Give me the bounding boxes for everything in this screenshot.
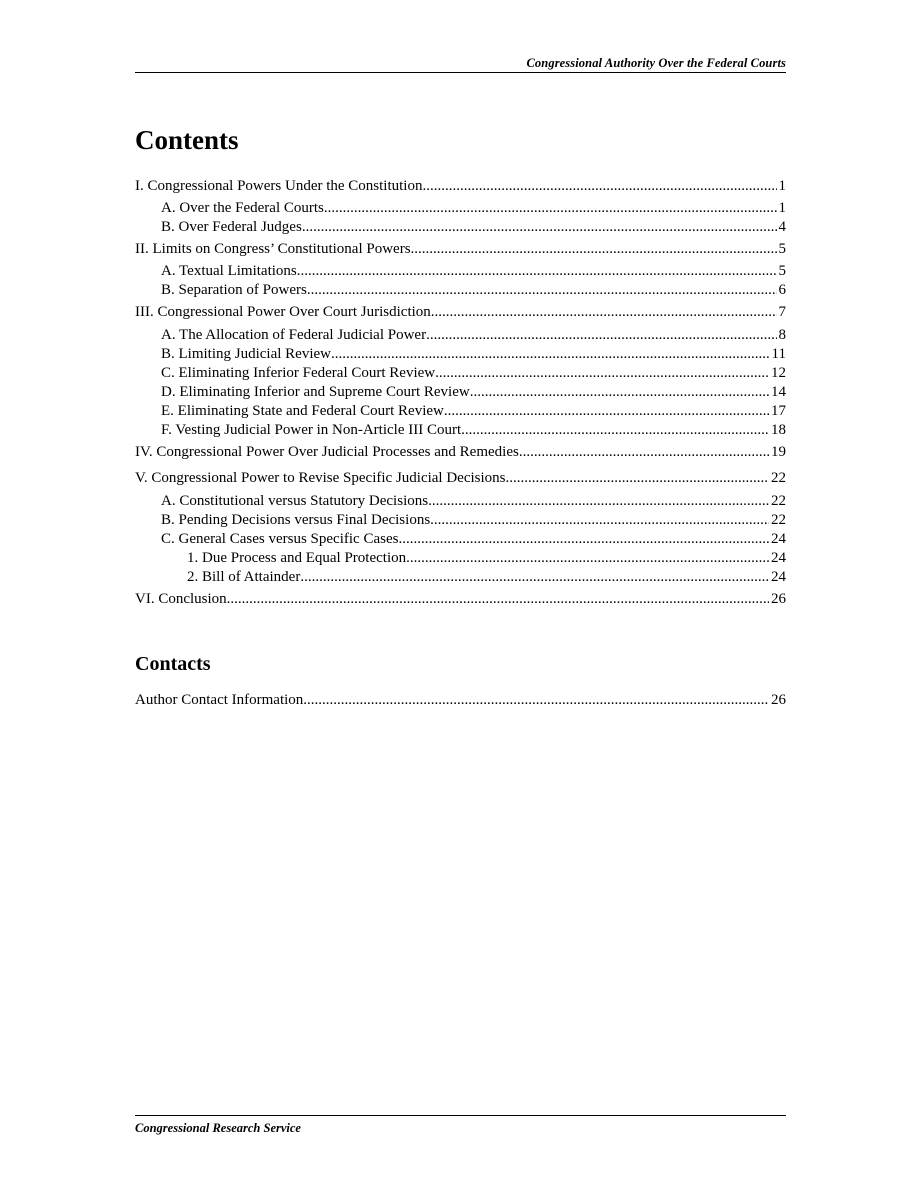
toc-entry-label: B. Over Federal Judges: [161, 219, 302, 235]
running-footer: Congressional Research Service: [135, 1121, 301, 1135]
toc-page-number: 24: [771, 550, 786, 566]
toc-entry-label: 1. Due Process and Equal Protection: [187, 550, 407, 566]
toc-dot-leader: [444, 402, 769, 421]
toc-entry[interactable]: [135, 691, 786, 710]
toc-dot-leader: [428, 492, 769, 511]
toc-dot-leader: [430, 511, 769, 530]
footer-rule: [135, 1115, 786, 1116]
toc-dot-leader: [303, 691, 769, 710]
toc-entry-label: D. Eliminating Inferior and Supreme Court Review: [161, 384, 470, 400]
toc-entry[interactable]: [135, 530, 786, 549]
toc-entry[interactable]: [135, 262, 786, 281]
toc-page-number: 19: [771, 444, 786, 460]
toc-page-number: 8: [778, 327, 786, 343]
toc-entry-label: B. Limiting Judicial Review: [161, 346, 331, 362]
toc-page-number: 5: [778, 263, 786, 279]
toc-page-number: 5: [778, 241, 786, 257]
toc-entry[interactable]: [135, 469, 786, 488]
toc-entry-label: VI. Conclusion: [135, 591, 227, 607]
toc-page-number: 22: [771, 512, 786, 528]
toc-entry-label: III. Congressional Power Over Court Jurisdiction: [135, 304, 431, 320]
toc-entry[interactable]: [135, 303, 786, 322]
toc-entry-label: A. The Allocation of Federal Judicial Power: [161, 327, 427, 343]
toc-entry-label: A. Constitutional versus Statutory Decisions: [161, 493, 429, 509]
toc-entry[interactable]: [135, 240, 786, 259]
toc-dot-leader: [411, 240, 777, 259]
toc-dot-leader: [331, 345, 770, 364]
toc-entry-label: B. Pending Decisions versus Final Decisions: [161, 512, 431, 528]
toc-page-number: 14: [771, 384, 786, 400]
toc-page-number: 1: [778, 200, 786, 216]
toc-entry-label: A. Textual Limitations: [161, 263, 297, 279]
toc-dot-leader: [519, 443, 769, 462]
toc-dot-leader: [422, 177, 776, 196]
toc-entry-label: A. Over the Federal Courts: [161, 200, 324, 216]
toc-entry-label: IV. Congressional Power Over Judicial Processes and Remedies: [135, 444, 519, 460]
toc-page-number: 4: [778, 219, 786, 235]
toc-page-number: 26: [771, 692, 786, 708]
toc-dot-leader: [426, 326, 776, 345]
toc-dot-leader: [461, 421, 769, 440]
toc-dot-leader: [302, 218, 777, 237]
toc-dot-leader: [324, 199, 777, 218]
toc-entry[interactable]: [135, 511, 786, 530]
toc-entry[interactable]: [135, 281, 786, 300]
toc-page-number: 18: [771, 422, 786, 438]
toc-entry-label: 2. Bill of Attainder: [187, 569, 301, 585]
contacts-title: Contacts: [135, 653, 211, 675]
toc-entry[interactable]: [135, 326, 786, 345]
toc-entry[interactable]: [135, 199, 786, 218]
toc-dot-leader: [406, 549, 769, 568]
toc-dot-leader: [297, 262, 777, 281]
toc-entry-label: C. General Cases versus Specific Cases: [161, 531, 399, 547]
toc-page-number: 24: [771, 569, 786, 585]
toc-dot-leader: [506, 469, 769, 488]
toc-entry-label: C. Eliminating Inferior Federal Court Review: [161, 365, 436, 381]
toc-page-number: 22: [771, 470, 786, 486]
toc-entry[interactable]: [135, 492, 786, 511]
contents-title: Contents: [135, 125, 239, 155]
toc-dot-leader: [398, 530, 769, 549]
toc-dot-leader: [435, 364, 769, 383]
toc-dot-leader: [300, 568, 769, 587]
toc-entry-label: Author Contact Information: [135, 692, 304, 708]
toc-page-number: 22: [771, 493, 786, 509]
toc-entry[interactable]: [135, 364, 786, 383]
toc-entry[interactable]: [135, 383, 786, 402]
toc-entry[interactable]: [135, 568, 786, 587]
toc-entry[interactable]: [135, 177, 786, 196]
toc-page-number: 6: [778, 282, 786, 298]
toc-entry-label: E. Eliminating State and Federal Court Review: [161, 403, 444, 419]
toc-entry-label: II. Limits on Congress’ Constitutional Powers: [135, 241, 411, 257]
toc-dot-leader: [307, 281, 777, 300]
toc-page-number: 11: [771, 346, 786, 362]
toc-entry-label: I. Congressional Powers Under the Constitution: [135, 178, 423, 194]
toc-entry[interactable]: [135, 590, 786, 609]
toc-page-number: 17: [771, 403, 786, 419]
toc-page-number: 7: [778, 304, 786, 320]
toc-page-number: 1: [778, 178, 786, 194]
toc-entry-label: F. Vesting Judicial Power in Non-Article III Court: [161, 422, 462, 438]
toc-entry[interactable]: [135, 549, 786, 568]
toc-page-number: 24: [771, 531, 786, 547]
toc-dot-leader: [470, 383, 769, 402]
toc-entry-label: V. Congressional Power to Revise Specific Judicial Decisions: [135, 470, 506, 486]
toc-entry[interactable]: [135, 443, 786, 462]
running-header: Congressional Authority Over the Federal Courts: [526, 56, 786, 70]
toc-dot-leader: [227, 590, 769, 609]
toc-entry[interactable]: [135, 402, 786, 421]
toc-page-number: 12: [771, 365, 786, 381]
header-rule: [135, 72, 786, 73]
toc-entry-label: B. Separation of Powers: [161, 282, 307, 298]
toc-entry[interactable]: [135, 345, 786, 364]
toc-page-number: 26: [771, 591, 786, 607]
toc-dot-leader: [431, 303, 777, 322]
toc-entry[interactable]: [135, 218, 786, 237]
toc-entry[interactable]: [135, 421, 786, 440]
